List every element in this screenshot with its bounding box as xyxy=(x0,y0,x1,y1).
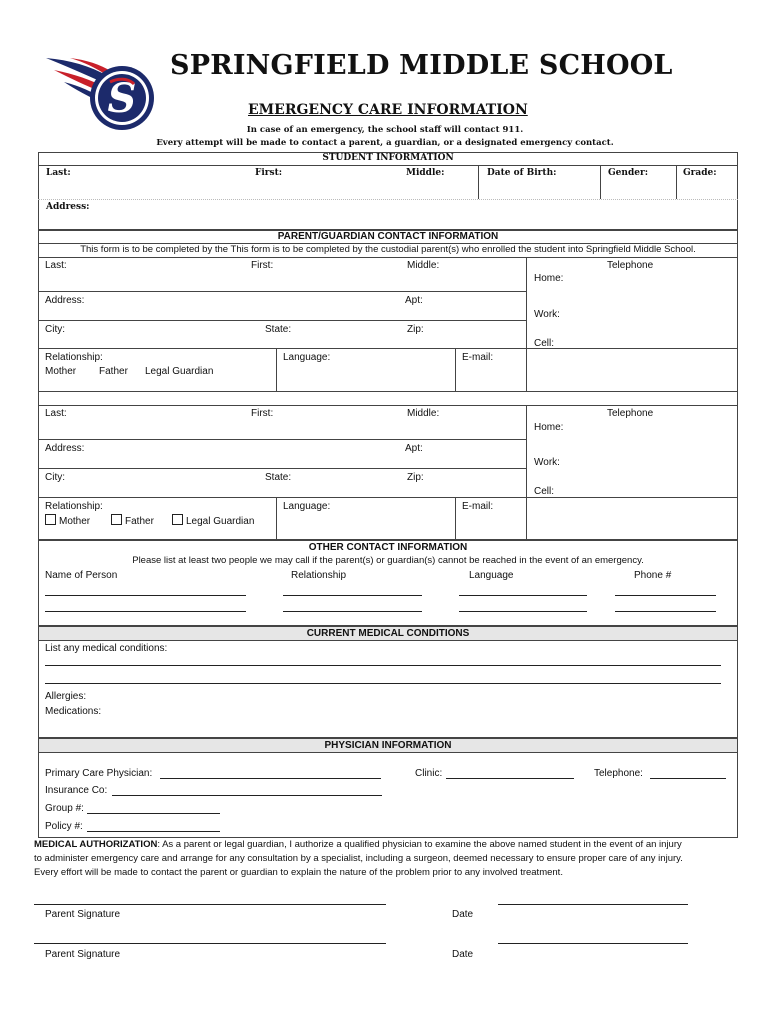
medical-authorization-line-3: Every effort will be made to contact the parent or guardian to explain the nature of the problem prior to any involved treatment. xyxy=(34,867,563,878)
parent-contact-title: PARENT/GUARDIAN CONTACT INFORMATION xyxy=(277,231,499,242)
student-info-title: STUDENT INFORMATION xyxy=(322,153,454,163)
allergies-label[interactable]: Allergies: xyxy=(45,691,87,702)
primary-care-physician-line[interactable] xyxy=(160,778,381,779)
student-info-box xyxy=(38,152,738,230)
student-address-label[interactable]: Address: xyxy=(46,202,90,212)
date-line-1[interactable] xyxy=(498,904,688,905)
parent2-legal-guardian-checkbox[interactable] xyxy=(172,514,254,527)
other-language-line-1[interactable] xyxy=(459,595,587,596)
other-contact-note: Please list at least two people we may call if the parent(s) or guardian(s) cannot be reached in the event of an emergency. xyxy=(132,555,644,566)
legal-guardian-checkbox-icon[interactable] xyxy=(172,514,183,525)
parent-signature-label-2: Parent Signature xyxy=(45,949,121,960)
parent1-apt-label[interactable]: Apt: xyxy=(405,295,423,306)
primary-care-physician-label: Primary Care Physician: xyxy=(45,768,153,779)
parent1-relationship-label: Relationship: xyxy=(45,352,103,363)
medical-authorization-label: MEDICAL AUTHORIZATION xyxy=(34,839,158,850)
physician-info-box xyxy=(38,738,738,838)
other-relationship-line-1[interactable] xyxy=(283,595,422,596)
insurance-line[interactable] xyxy=(112,795,382,796)
parent2-work-label[interactable]: Work: xyxy=(534,457,560,468)
parent-form-note: This form is to be completed by the This form is to be completed by the custodial parent(s) who enrolled the student into Springfield Middle School. xyxy=(80,244,696,255)
date-label-1: Date xyxy=(452,909,474,920)
parent2-middle-label[interactable]: Middle: xyxy=(407,408,440,419)
parent2-apt-label[interactable]: Apt: xyxy=(405,443,423,454)
parent2-relationship-label: Relationship: xyxy=(45,501,103,512)
parent2-city-label[interactable]: City: xyxy=(45,472,65,483)
other-phone-line-1[interactable] xyxy=(615,595,716,596)
parent2-cell-label[interactable]: Cell: xyxy=(534,486,555,497)
other-relationship-header: Relationship xyxy=(291,570,347,581)
parent-signature-line-2[interactable] xyxy=(34,943,386,944)
parent1-telephone-label: Telephone xyxy=(607,260,654,271)
parent2-telephone-label: Telephone xyxy=(607,408,654,419)
parent-signature-label-1: Parent Signature xyxy=(45,909,121,920)
medications-label[interactable]: Medications: xyxy=(45,706,102,717)
parent2-mother-checkbox[interactable] xyxy=(45,514,90,527)
svg-text:S: S xyxy=(107,75,137,122)
parent2-first-label[interactable]: First: xyxy=(251,408,274,419)
parent2-last-label[interactable]: Last: xyxy=(45,408,67,419)
other-name-line-1[interactable] xyxy=(45,595,246,596)
date-label-2: Date xyxy=(452,949,474,960)
school-name: SPRINGFIELD MIDDLE SCHOOL xyxy=(170,50,673,81)
student-last-label[interactable]: Last: xyxy=(46,168,71,178)
physician-telephone-line[interactable] xyxy=(650,778,726,779)
parent2-zip-label[interactable]: Zip: xyxy=(407,472,424,483)
parent1-cell-label[interactable]: Cell: xyxy=(534,338,555,349)
school-logo xyxy=(40,52,158,134)
parent1-city-label[interactable]: City: xyxy=(45,324,65,335)
parent1-state-label[interactable]: State: xyxy=(265,324,292,335)
parent2-home-label[interactable]: Home: xyxy=(534,422,564,433)
policy-line[interactable] xyxy=(87,831,220,832)
parent1-mother-option[interactable]: Mother xyxy=(45,366,77,377)
parent1-legal-guardian-option[interactable]: Legal Guardian xyxy=(145,366,214,377)
group-line[interactable] xyxy=(87,813,220,814)
mother-checkbox-icon[interactable] xyxy=(45,514,56,525)
physician-telephone-label: Telephone: xyxy=(594,768,643,779)
other-language-header: Language xyxy=(469,570,514,581)
parent1-work-label[interactable]: Work: xyxy=(534,309,560,320)
parent1-address-label[interactable]: Address: xyxy=(45,295,85,306)
student-first-label[interactable]: First: xyxy=(255,168,283,178)
other-name-line-2[interactable] xyxy=(45,611,246,612)
other-contact-title: OTHER CONTACT INFORMATION xyxy=(308,542,468,553)
parent1-email-label[interactable]: E-mail: xyxy=(462,352,494,363)
insurance-label: Insurance Co: xyxy=(45,785,108,796)
physician-info-title: PHYSICIAN INFORMATION xyxy=(324,740,452,751)
medical-conditions-title: CURRENT MEDICAL CONDITIONS xyxy=(306,628,470,639)
intro-line-1: In case of an emergency, the school staff will contact 911. xyxy=(246,125,524,135)
other-language-line-2[interactable] xyxy=(459,611,587,612)
form-title: EMERGENCY CARE INFORMATION xyxy=(248,102,528,118)
date-line-2[interactable] xyxy=(498,943,688,944)
medical-conditions-line-2[interactable] xyxy=(45,683,721,684)
other-relationship-line-2[interactable] xyxy=(283,611,422,612)
parent2-mother-label: Mother xyxy=(59,516,91,527)
parent2-address-label[interactable]: Address: xyxy=(45,443,85,454)
student-gender-label[interactable]: Gender: xyxy=(608,168,649,178)
parent2-state-label[interactable]: State: xyxy=(265,472,292,483)
medical-conditions-line-1[interactable] xyxy=(45,665,721,666)
parent1-last-label[interactable]: Last: xyxy=(45,260,67,271)
medical-authorization-line-2: to administer emergency care and arrange for any consultation by a specialist, including a surgeon, deemed necessary to ensure proper care of any injury. xyxy=(34,853,683,864)
parent2-language-label[interactable]: Language: xyxy=(283,501,331,512)
other-phone-header: Phone # xyxy=(634,570,672,581)
parent2-father-label: Father xyxy=(125,516,154,527)
parent1-middle-label[interactable]: Middle: xyxy=(407,260,440,271)
group-label: Group #: xyxy=(45,803,84,814)
parent2-father-checkbox[interactable] xyxy=(111,514,154,527)
medical-authorization-line-1 xyxy=(34,839,682,850)
parent-contact-box xyxy=(38,230,738,540)
parent-signature-line-1[interactable] xyxy=(34,904,386,905)
medical-conditions-label: List any medical conditions: xyxy=(45,643,168,654)
other-phone-line-2[interactable] xyxy=(615,611,716,612)
parent1-home-label[interactable]: Home: xyxy=(534,273,564,284)
parent1-language-label[interactable]: Language: xyxy=(283,352,331,363)
parent2-legal-guardian-label: Legal Guardian xyxy=(186,516,255,527)
father-checkbox-icon[interactable] xyxy=(111,514,122,525)
medical-authorization-text-1: : As a parent or legal guardian, I authorize a qualified physician to examine the above named student in the event of an injury xyxy=(157,839,682,850)
clinic-label: Clinic: xyxy=(415,768,443,779)
policy-label: Policy #: xyxy=(45,821,83,832)
parent1-father-option[interactable]: Father xyxy=(99,366,128,377)
student-dob-label[interactable]: Date of Birth: xyxy=(487,168,557,178)
student-grade-label[interactable]: Grade: xyxy=(683,168,717,178)
student-middle-label[interactable]: Middle: xyxy=(406,168,445,178)
parent1-first-label[interactable]: First: xyxy=(251,260,274,271)
intro-line-2: Every attempt will be made to contact a parent, a guardian, or a designated emergency contact. xyxy=(156,138,614,148)
parent1-zip-label[interactable]: Zip: xyxy=(407,324,424,335)
other-name-header: Name of Person xyxy=(45,570,118,581)
parent2-email-label[interactable]: E-mail: xyxy=(462,501,494,512)
clinic-line[interactable] xyxy=(446,778,574,779)
